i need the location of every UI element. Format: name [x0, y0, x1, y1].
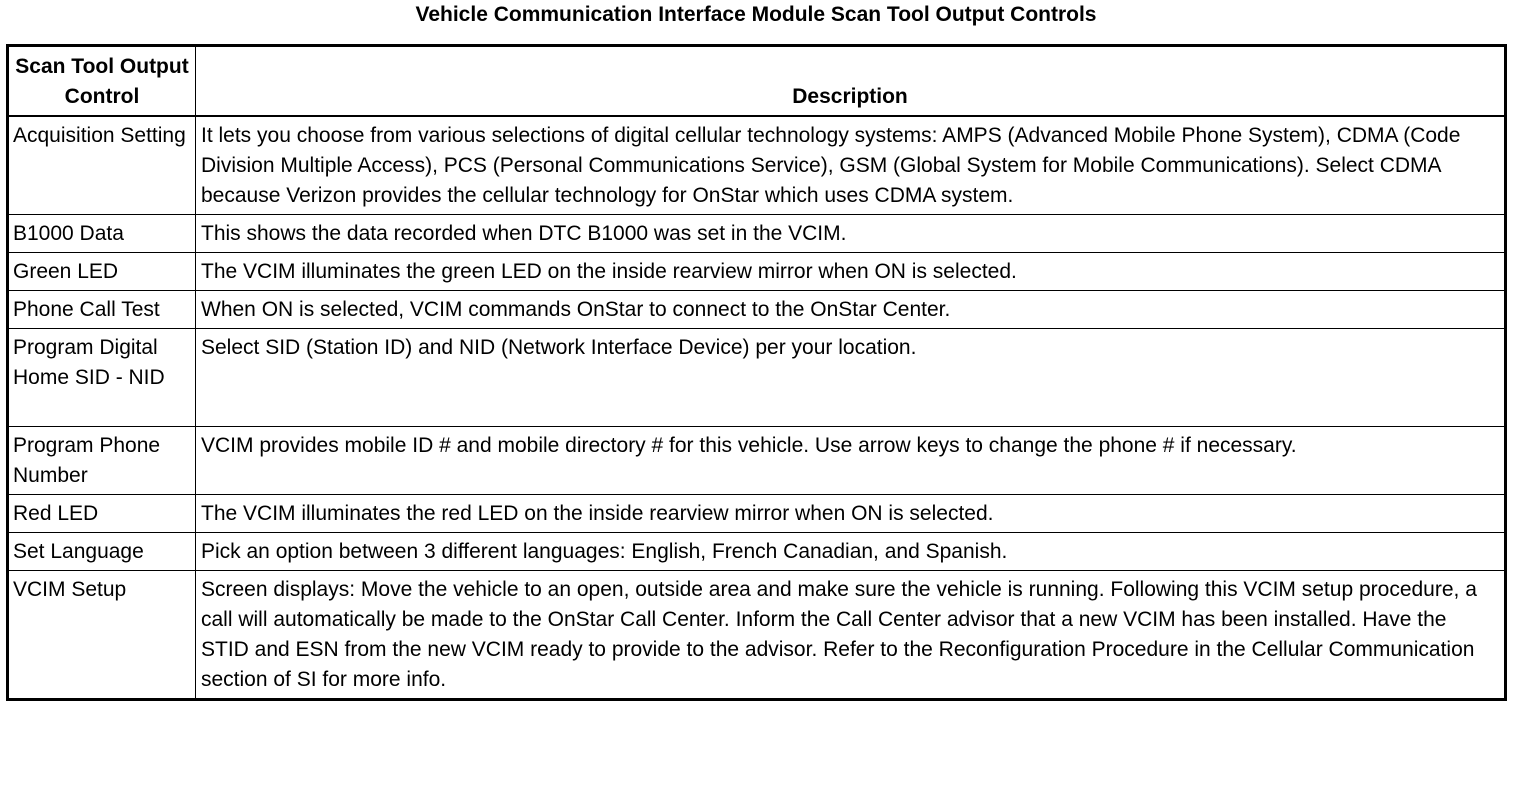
control-cell: Green LED — [8, 253, 196, 291]
control-cell: B1000 Data — [8, 215, 196, 253]
control-cell: Program Phone Number — [8, 427, 196, 495]
description-cell: When ON is selected, VCIM commands OnStar to connect to the OnStar Center. — [196, 291, 1506, 329]
description-cell: Select SID (Station ID) and NID (Network Interface Device) per your location. — [196, 329, 1506, 427]
table-title: Vehicle Communication Interface Module Scan Tool Output Controls — [415, 3, 1097, 26]
control-cell: Phone Call Test — [8, 291, 196, 329]
table-row — [8, 253, 1506, 291]
control-cell: VCIM Setup — [8, 571, 196, 700]
table-row — [8, 495, 1506, 533]
description-cell: It lets you choose from various selections of digital cellular technology systems: AMPS (Advanced Mobile Phone System), CDMA (Code Division Multiple Access), PCS (Personal Communications Service), GSM (Global System for Mobile Communications). Select CDMA because Verizon provides the cellular technology for OnStar which uses CDMA system. — [196, 116, 1506, 215]
control-cell: Acquisition Setting — [8, 116, 196, 215]
table-header-row — [8, 46, 1506, 117]
table-row — [8, 571, 1506, 700]
header-description: Description — [196, 46, 1506, 117]
table-row — [8, 329, 1506, 427]
header-scan-tool-output-control: Scan Tool Output Control — [8, 46, 196, 117]
table-row — [8, 215, 1506, 253]
control-cell: Set Language — [8, 533, 196, 571]
table-row — [8, 291, 1506, 329]
description-cell: Screen displays: Move the vehicle to an open, outside area and make sure the vehicle is running. Following this VCIM setup procedure, a call will automatically be made to the OnStar Call Center. Inform the Call Center advisor that a new VCIM has been installed. Have the STID and ESN from the new VCIM ready to provide to the advisor. Refer to the Reconfiguration Procedure in the Cellular Communication section of SI for more info. — [196, 571, 1506, 700]
description-cell: This shows the data recorded when DTC B1000 was set in the VCIM. — [196, 215, 1506, 253]
description-cell: The VCIM illuminates the red LED on the inside rearview mirror when ON is selected. — [196, 495, 1506, 533]
description-cell: Pick an option between 3 different languages: English, French Canadian, and Spanish. — [196, 533, 1506, 571]
table-row — [8, 533, 1506, 571]
table-row — [8, 427, 1506, 495]
description-cell: VCIM provides mobile ID # and mobile directory # for this vehicle. Use arrow keys to change the phone # if necessary. — [196, 427, 1506, 495]
control-cell: Program Digital Home SID - NID — [8, 329, 196, 427]
control-cell: Red LED — [8, 495, 196, 533]
table-row — [8, 116, 1506, 215]
output-controls-table — [6, 44, 1507, 701]
description-cell: The VCIM illuminates the green LED on the inside rearview mirror when ON is selected. — [196, 253, 1506, 291]
